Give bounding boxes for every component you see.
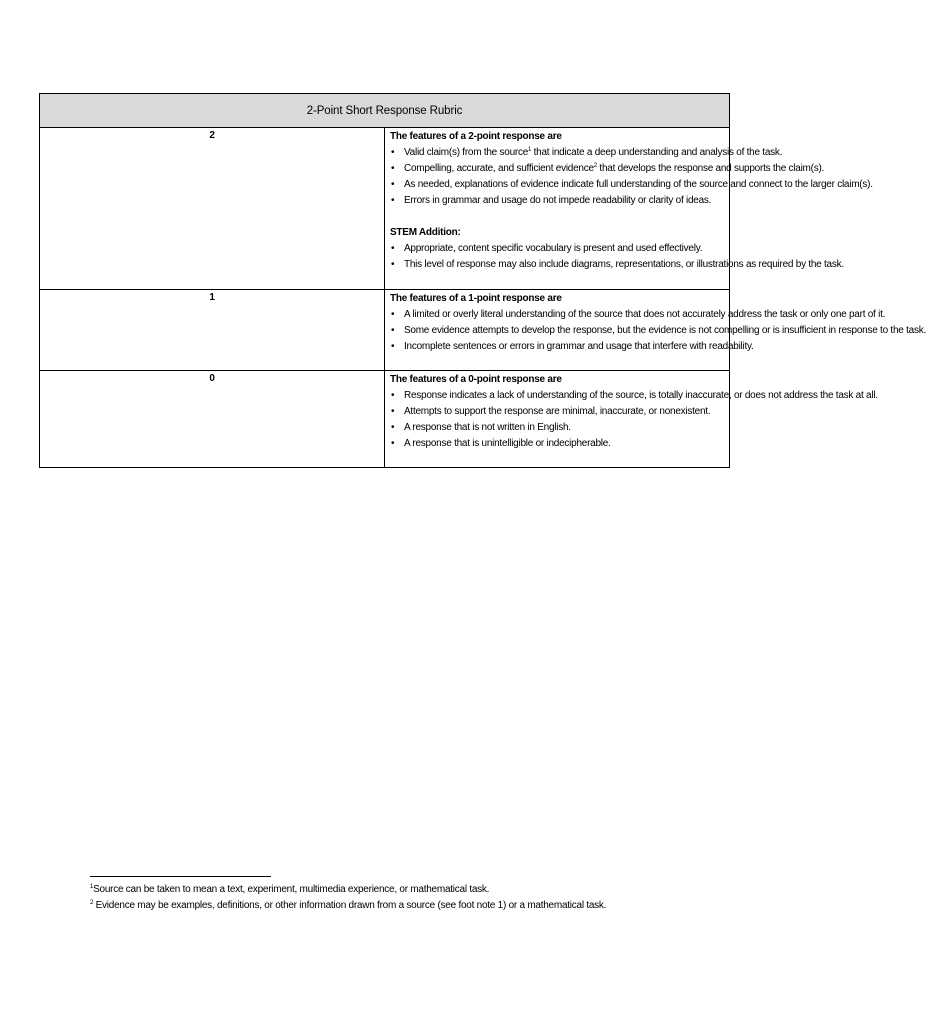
score-cell: 2	[40, 128, 385, 290]
footnote-ref-1[interactable]: 1	[528, 147, 532, 153]
stem-item: • Appropriate, content specific vocabulary is present and used effectively.	[390, 241, 725, 257]
criteria-item: • Attempts to support the response are minimal, inaccurate, or nonexistent.	[390, 404, 725, 420]
score-cell: 0	[40, 371, 385, 468]
footnote-text: Source can be taken to mean a text, experiment, multimedia experience, or mathematical task.	[93, 884, 490, 895]
criteria-heading: The features of a 0-point response are	[390, 374, 562, 385]
criteria-item: • Errors in grammar and usage do not impede readability or clarity of ideas.	[390, 193, 725, 209]
criteria-cell	[385, 128, 873, 290]
criteria-text: Valid claim(s) from the source	[404, 147, 529, 158]
footnote-ref-2[interactable]: 2	[593, 163, 597, 169]
criteria-list	[390, 307, 926, 355]
rubric-table	[39, 93, 926, 468]
criteria-cell	[385, 290, 926, 371]
footnote-text: Evidence may be examples, definitions, or other information drawn from a source (see foot note 1) or a mathematical task.	[95, 900, 607, 911]
score-cell: 1	[40, 290, 385, 371]
criteria-item: • A response that is not written in English.	[390, 420, 725, 436]
footnote-2	[90, 898, 650, 914]
criteria-item: • As needed, explanations of evidence indicate full understanding of the source and connect to the larger claim(s).	[390, 177, 725, 193]
footnote-number: 1	[90, 884, 94, 890]
stem-list	[390, 241, 844, 273]
spacer	[390, 209, 725, 225]
criteria-item: • A response that is unintelligible or indecipherable.	[390, 436, 725, 452]
rubric-row-1-point	[40, 290, 730, 371]
footnotes	[90, 882, 650, 914]
stem-item: • This level of response may also include diagrams, representations, or illustrations as required by the task.	[390, 257, 725, 273]
criteria-item	[390, 145, 783, 161]
criteria-cell	[385, 371, 878, 468]
criteria-text: that develops the response and supports the claim(s).	[596, 163, 825, 174]
rubric-row-2-point	[40, 128, 730, 290]
footnote-number: 2	[90, 900, 94, 906]
criteria-list	[390, 145, 873, 209]
criteria-heading: The features of a 1-point response are	[390, 293, 562, 304]
footnote-separator	[90, 876, 271, 877]
criteria-item: • A limited or overly literal understanding of the source that does not accurately address the task or only one part of it.	[390, 307, 725, 323]
criteria-text: Compelling, accurate, and sufficient evidence	[404, 163, 594, 174]
criteria-item: • Incomplete sentences or errors in grammar and usage that interfere with readability.	[390, 339, 725, 355]
criteria-list	[390, 388, 878, 452]
rubric-title: 2-Point Short Response Rubric	[40, 94, 730, 128]
footnote-1	[90, 882, 650, 898]
criteria-text: that indicate a deep understanding and analysis of the task.	[531, 147, 783, 158]
criteria-heading: The features of a 2-point response are	[390, 131, 562, 142]
stem-heading: STEM Addition:	[390, 227, 461, 238]
criteria-item: • Response indicates a lack of understanding of the source, is totally inaccurate, or does not address the task at all.	[390, 388, 725, 404]
rubric-row-0-point	[40, 371, 730, 468]
criteria-item	[390, 161, 825, 177]
criteria-item: • Some evidence attempts to develop the response, but the evidence is not compelling or is insufficient in response to the task.	[390, 323, 725, 339]
